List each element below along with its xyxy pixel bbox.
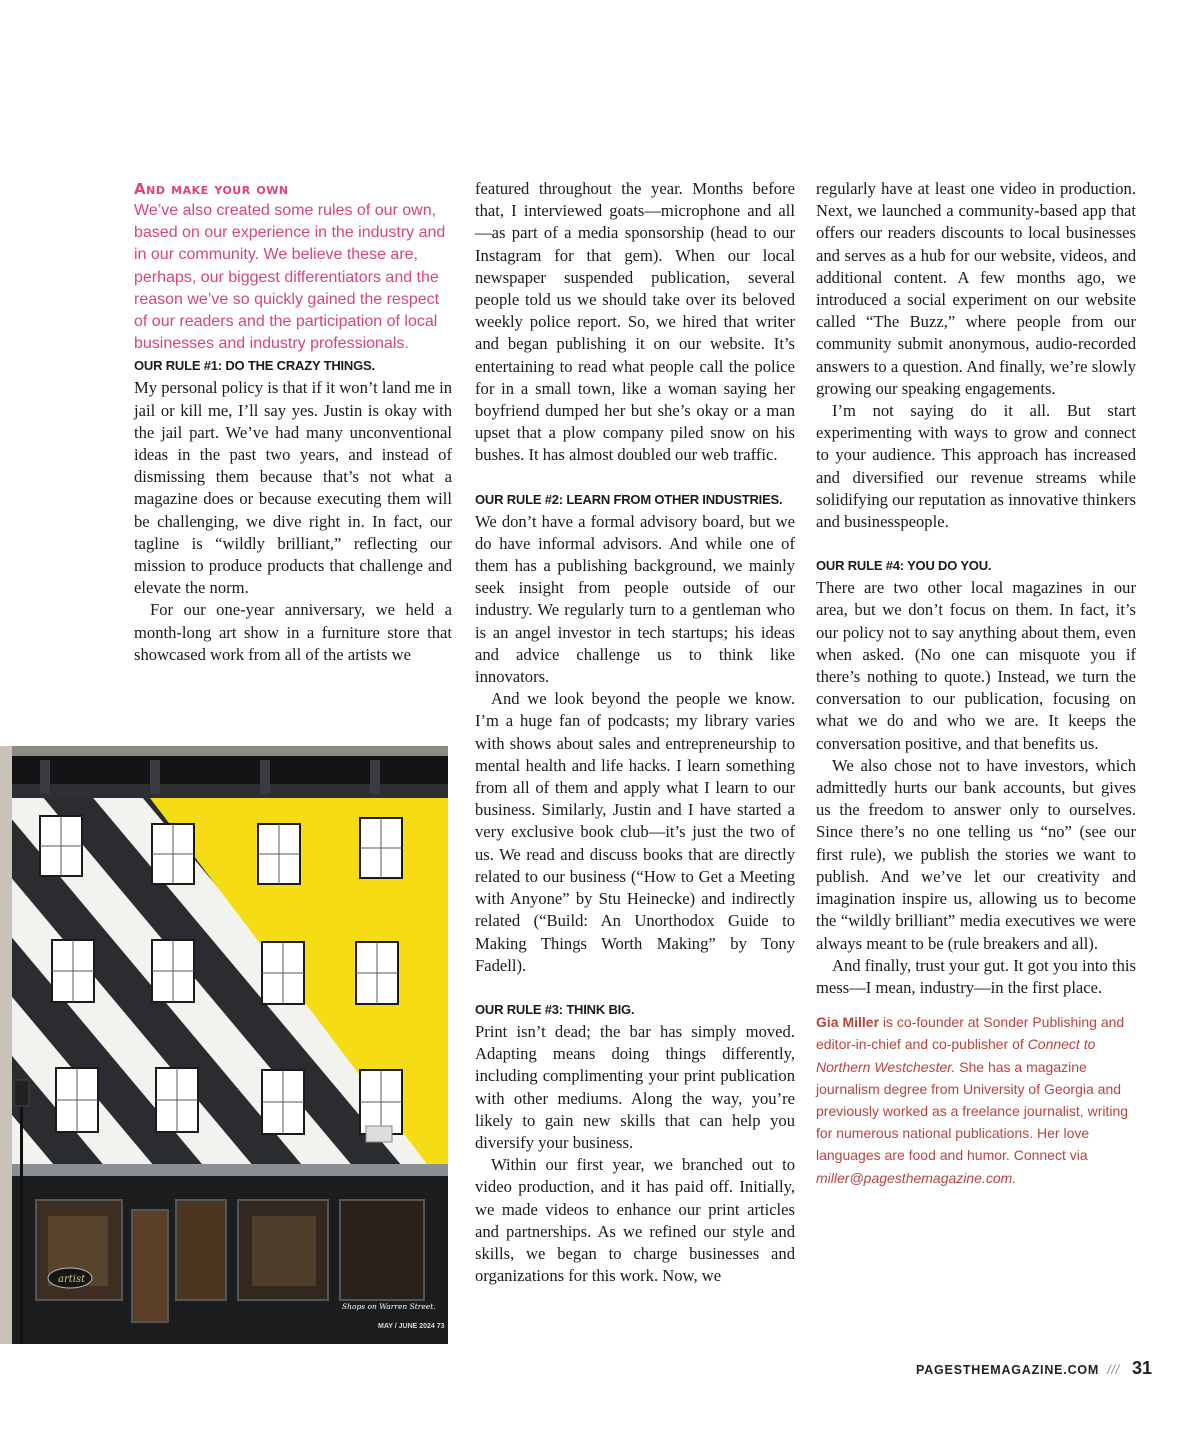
photo-folio: MAY / JUNE 2024 73 <box>378 1323 445 1330</box>
photo-caption: Shops on Warren Street. <box>342 1302 436 1311</box>
rule-4-heading: OUR RULE #4: YOU DO YOU. <box>816 558 992 574</box>
building-photo <box>0 746 448 1344</box>
article-column-2 <box>475 178 795 1287</box>
paragraph: Within our first year, we branched out to video production, and it has paid off. Initially, we made videos to enhance our print articles and partnerships. As we refined our style and skills, we began to charge businesses and organizations for this work. Now, we <box>475 1155 795 1286</box>
article-column-1 <box>134 178 452 666</box>
striped-building-illustration <box>0 746 448 1344</box>
awning <box>12 1164 448 1176</box>
air-conditioner <box>366 1126 392 1142</box>
paragraph: Print isn’t dead; the bar has simply moved. Adapting means doing things differently, including complimenting your print publication with other mediums. Along the way, you’re likely to gain new skills that can help you diversify your business. <box>475 1021 795 1152</box>
paragraph: I’m not saying do it all. But start experimenting with ways to grow and connect to your audience. This approach has increased and diversified our revenue streams while solidifying our reputation as innovative thinkers and businesspeople. <box>816 401 1136 532</box>
paragraph: For our one-year anniversary, we held a month-long art show in a furniture store that showcased work from all of the artists we <box>134 600 452 664</box>
author-name: Gia Miller <box>816 1014 880 1031</box>
section-kicker: And make your own <box>134 180 289 198</box>
paragraph: We don’t have a formal advisory board, but we do have informal advisors. And while one of them has a publishing background, we mainly seek insight from people outside of our industry. We regularly turn to a gentleman who is an angel investor in tech startups; his ideas and advice challenge us to think like innovators. <box>475 511 795 687</box>
article-column-3 <box>816 178 1136 1189</box>
page-footer <box>916 1358 1152 1379</box>
paragraph: And we look beyond the people we know. I’m a huge fan of podcasts; my library varies with shows about sales and entrepreneurship to mental health and life hacks. I learn something from all of them and apply what I learn to our business. Similarly, Justin and I have started a very exclusive book club—it’s just the two of us. We read and discuss books that are directly related to our business (“How to Get a Meeting with Anyone” by Stu Heinecke) and indirectly related (“Build: An Unorthodox Guide to Making Things Worth Making” by Tony Fadell). <box>475 689 795 975</box>
paragraph: And finally, trust your gut. It got you into this mess—I mean, industry—in the first place. <box>816 955 1136 997</box>
rule-3-heading: OUR RULE #3: THINK BIG. <box>475 1001 635 1017</box>
paragraph: My personal policy is that if it won’t land me in jail or kill me, I’ll say yes. Justin is okay with the jail part. We’ve had many unconventional ideas in the past two years, and instead of dismissing them because that’s not what a magazine does or because executing them will be challenging, we dive right in. In fact, our tagline is “wildly brilliant,” reflecting our mission to produce products that challenge and elevate the norm. <box>134 378 452 598</box>
rule-1-heading: OUR RULE #1: DO THE CRAZY THINGS. <box>134 358 375 374</box>
publication-name: Connect to Northern Westchester. <box>816 1036 1096 1075</box>
section-intro: We’ve also created some rules of our own, based on our experience in the industry and in our community. We believe these are, perhaps, our biggest differentiators and the reason we’ve so quickly gained the respect of our readers and the participation of local businesses and industry professionals. <box>134 202 446 353</box>
paragraph: regularly have at least one video in production. Next, we launched a community-based app that offers our readers discounts to local businesses and serves as a hub for our website, videos, and additional content. A few months ago, we introduced a social experiment on our website called “The Buzz,” where people from our community submit anonymous, audio-recorded answers to a question. And finally, we’re slowly growing our speaking engagements. <box>816 179 1136 398</box>
footer-separator: /// <box>1107 1363 1120 1377</box>
site-url: PAGESTHEMAGAZINE.COM <box>916 1363 1100 1377</box>
page-number: 31 <box>1131 1358 1152 1378</box>
rule-2-heading: OUR RULE #2: LEARN FROM OTHER INDUSTRIES. <box>475 491 783 507</box>
paragraph: We also chose not to have investors, which admittedly hurts our bank accounts, but gives us the freedom to answer only to ourselves. Since there’s no one telling us “no” (see our first rule), we publish the stories we want to publish. And we’ve let our creativity and imagination inspire us, allowing us to become the “wildly brilliant” media executives we were always meant to be (rule breakers and all). <box>816 755 1136 953</box>
author-bio: Gia Miller is co-founder at Sonder Publishing and editor-in-chief and co-publisher of Connect to Northern Westchester. She has a magazine journalism degree from University of Georgia and previously worked as a freelance journalist, writing for numerous national publications. Her love languages are food and humor. Connect via miller@pagesthemagazine.com. <box>816 1014 1129 1186</box>
shop-sign-text: artist <box>58 1274 86 1285</box>
paragraph: featured throughout the year. Months before that, I interviewed goats—microphone and all—as part of a media sponsorship (head to our Instagram for that gem). When our local newspaper suspended publication, several people told us we should take over its beloved weekly police report. So, we hired that writer and began publishing it on our website. It’s entertaining to read what people call the police for in a small town, like a woman saying her boyfriend dumped her but she’s okay or a man upset that a plow company piled snow on his bushes. It has almost doubled our web traffic. <box>475 179 795 465</box>
author-email[interactable]: miller@pagesthemagazine.com. <box>816 1169 1017 1186</box>
paragraph: There are two other local magazines in our area, but we don’t focus on them. In fact, it’s our policy not to say anything about them, even when asked. (No one can misquote you if there’s nothing to quote.) Instead, we turn the conversation to our publication, focusing on what we do and who we are. It keeps the conversation positive, and that benefits us. <box>816 578 1136 753</box>
